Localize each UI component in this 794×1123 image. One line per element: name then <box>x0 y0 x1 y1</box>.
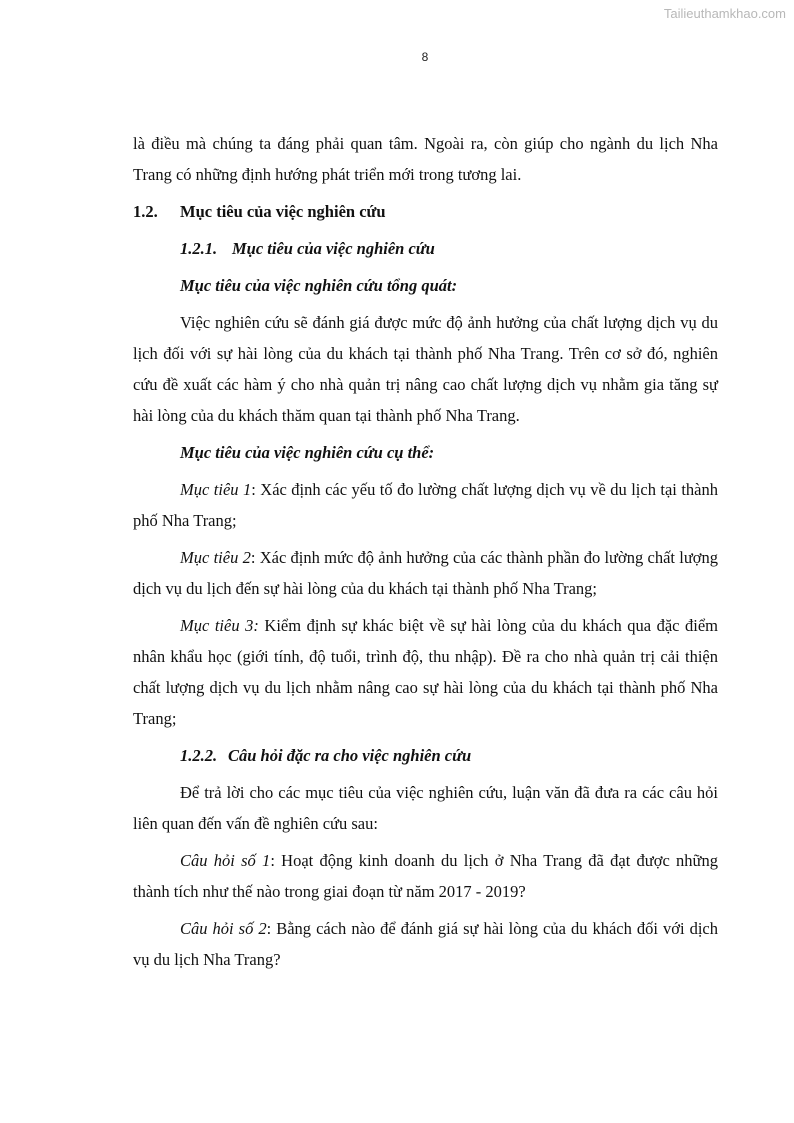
question-item <box>133 913 718 975</box>
objective-text: Kiểm định sự khác biệt về sự hài lòng của du khách qua đặc điểm nhân khẩu học (giới tính, độ tuổi, trình độ, thu nhập). Đề ra cho nhà quản trị cải thiện chất lượng dịch vụ du lịch nhằm nâng cao sự hài lòng của du khách tại thành phố Nha Trang; <box>133 616 718 728</box>
section-number: 1.2.2. <box>180 746 218 765</box>
section-title: Câu hỏi đặc ra cho việc nghiên cứu <box>228 746 472 765</box>
objective-text: Xác định mức độ ảnh hưởng của các thành phần đo lường chất lượng dịch vụ du lịch đến sự hài lòng của du khách tại thành phố Nha Trang; <box>133 548 718 598</box>
objective-separator: : <box>250 548 256 567</box>
section-title: Mục tiêu của việc nghiên cứu <box>180 202 386 221</box>
specific-objectives-heading: Mục tiêu của việc nghiên cứu cụ thể: <box>180 443 435 462</box>
question-label: Câu hỏi số 1 <box>180 851 271 870</box>
section-title: Mục tiêu của việc nghiên cứu <box>232 239 435 258</box>
question-separator: : <box>270 851 275 870</box>
objective-item <box>133 610 718 734</box>
section-heading-1-2-1 <box>133 233 718 264</box>
objective-item <box>133 542 718 604</box>
objective-label: Mục tiêu 2 <box>180 548 251 567</box>
section-heading-1-2 <box>133 196 718 227</box>
page-number: 8 <box>421 50 429 64</box>
objective-text: Xác định các yếu tố đo lường chất lượng dịch vụ về du lịch tại thành phố Nha Trang; <box>133 480 719 530</box>
general-objective-heading: Mục tiêu của việc nghiên cứu tổng quát: <box>180 276 458 295</box>
objective-label: Mục tiêu 3: <box>180 616 259 635</box>
question-text: Hoạt động kinh doanh du lịch ở Nha Trang đã đạt được những thành tích như thế nào trong giai đoạn từ năm 2017 - 2019? <box>133 851 718 901</box>
question-item <box>133 845 718 907</box>
question-separator: : <box>266 919 272 938</box>
objective-item <box>133 474 718 536</box>
section-number: 1.2.1. <box>180 239 218 258</box>
objective-separator: : <box>251 480 256 499</box>
question-text: Bằng cách nào để đánh giá sự hài lòng của du khách đối với dịch vụ du lịch Nha Trang? <box>133 919 718 969</box>
watermark: Tailieuthamkhao.com <box>663 6 786 21</box>
document-body <box>133 128 718 981</box>
section-number: 1.2. <box>133 202 158 221</box>
intro-paragraph: là điều mà chúng ta đáng phải quan tâm. Ngoài ra, còn giúp cho ngành du lịch Nha Trang có những định hướng phát triển mới trong tương lai. <box>133 134 718 184</box>
general-objective-paragraph: Việc nghiên cứu sẽ đánh giá được mức độ ảnh hưởng của chất lượng dịch vụ du lịch đối với sự hài lòng của du khách tại thành phố Nha Trang. Trên cơ sở đó, nghiên cứu đề xuất các hàm ý cho nhà quản trị nâng cao chất lượng dịch vụ nhằm gia tăng sự hài lòng của du khách thăm quan tại thành phố Nha Trang. <box>133 313 718 425</box>
objective-label: Mục tiêu 1 <box>180 480 252 499</box>
questions-intro-paragraph: Để trả lời cho các mục tiêu của việc nghiên cứu, luận văn đã đưa ra các câu hỏi liên quan đến vấn đề nghiên cứu sau: <box>133 783 718 833</box>
question-label: Câu hỏi số 2 <box>180 919 267 938</box>
section-heading-1-2-2 <box>133 740 718 771</box>
